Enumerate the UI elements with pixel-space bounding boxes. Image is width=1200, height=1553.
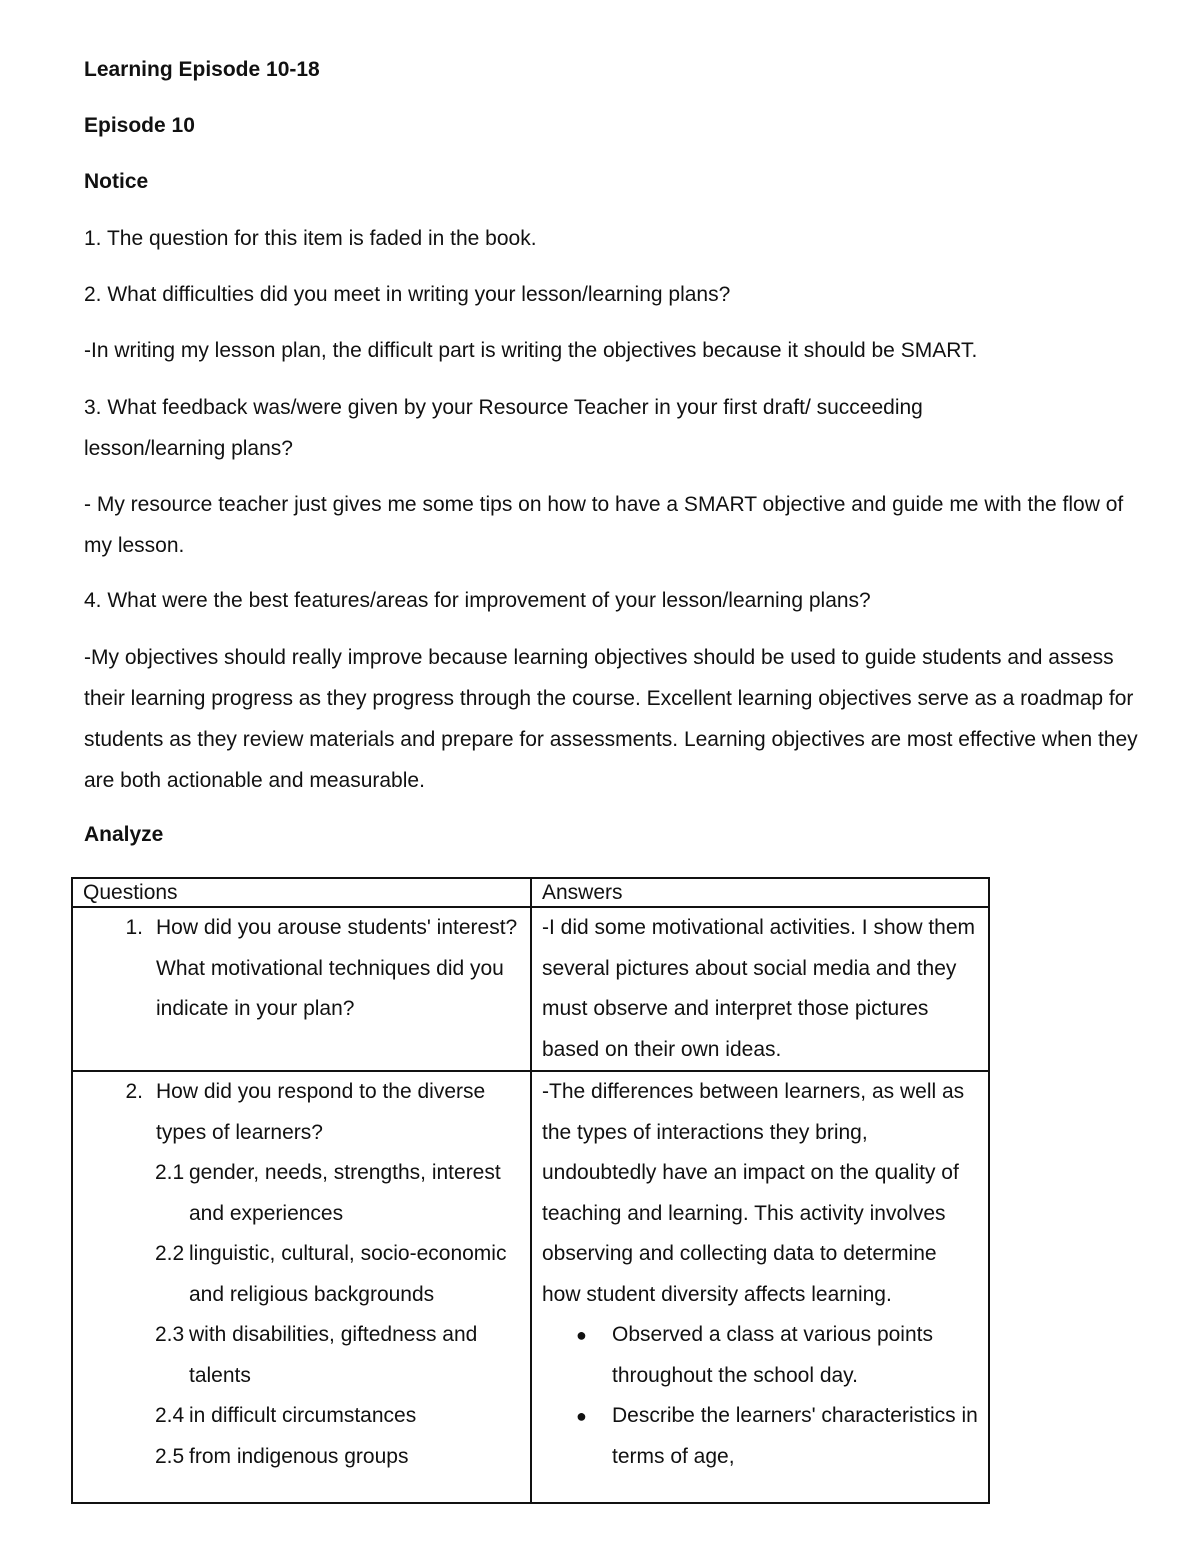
answer-2: -In writing my lesson plan, the difficult part is writing the objectives because it should be SMART. [84, 339, 978, 362]
row1-question-text: How did you arouse students' interest? What motivational techniques did you indicate in your plan? [156, 916, 518, 1020]
subitem: 2.3 with disabilities, giftedness and talents [155, 1323, 478, 1387]
subitem: 2.1 gender, needs, strengths, interest and experiences [155, 1161, 501, 1225]
row2-question-text: How did you respond to the diverse types of learners? [156, 1080, 486, 1144]
question-2: 2. What difficulties did you meet in writing your lesson/learning plans? [84, 283, 731, 306]
row2-question [83, 1072, 520, 1153]
episode-heading: Episode 10 [84, 114, 195, 137]
row1-answer: -I did some motivational activities. I show them several pictures about social media and they must observe and interpret those pictures based on their own ideas. [542, 916, 976, 1061]
row1-question [83, 908, 520, 1030]
answer-bullet: ● Observed a class at various points throughout the school day. [542, 1315, 978, 1396]
answer-4: -My objectives should really improve because learning objectives should be used to guide students and assess their learning progress as they progress through the course. Excellent learning objectives serve as a roadmap for students as they review materials and prepare for assessments. Learning objectives are most effective when they are both actionable and measurable. [84, 646, 1138, 792]
subitem: 2.4 in difficult circumstances [155, 1404, 417, 1427]
bullet-icon: ● [576, 1325, 587, 1345]
analyze-table [71, 877, 990, 1504]
analyze-heading: Analyze [84, 823, 164, 846]
row2-number: 2. [125, 1080, 143, 1103]
question-1: 1. The question for this item is faded in the book. [84, 227, 537, 250]
answer-bullet: ● Describe the learners' characteristics in terms of age, [542, 1396, 978, 1477]
header-questions: Questions [72, 878, 531, 907]
subitem: 2.2 linguistic, cultural, socio-economic and religious backgrounds [155, 1242, 507, 1306]
table-header-row [72, 878, 989, 907]
row2-answer: -The differences between learners, as well as the types of interactions they bring, undoubtedly have an impact on the quality of teaching and learning. This activity involves observing and collecting data to determine how student diversity affects learning. [542, 1080, 965, 1306]
question-4: 4. What were the best features/areas for improvement of your lesson/learning plans? [84, 589, 871, 612]
document-title: Learning Episode 10-18 [84, 58, 320, 81]
notice-heading: Notice [84, 170, 149, 193]
header-answers: Answers [531, 878, 989, 907]
bullet-icon: ● [576, 1406, 587, 1426]
row1-number: 1. [125, 916, 143, 939]
subitem: 2.5 from indigenous groups [155, 1444, 409, 1468]
table-row [72, 1071, 989, 1503]
table-row [72, 907, 989, 1071]
answer-3: - My resource teacher just gives me some tips on how to have a SMART objective and guide me with the flow of my lesson. [84, 493, 1124, 557]
question-3: 3. What feedback was/were given by your Resource Teacher in your first draft/ succeeding lesson/learning plans? [84, 396, 923, 460]
